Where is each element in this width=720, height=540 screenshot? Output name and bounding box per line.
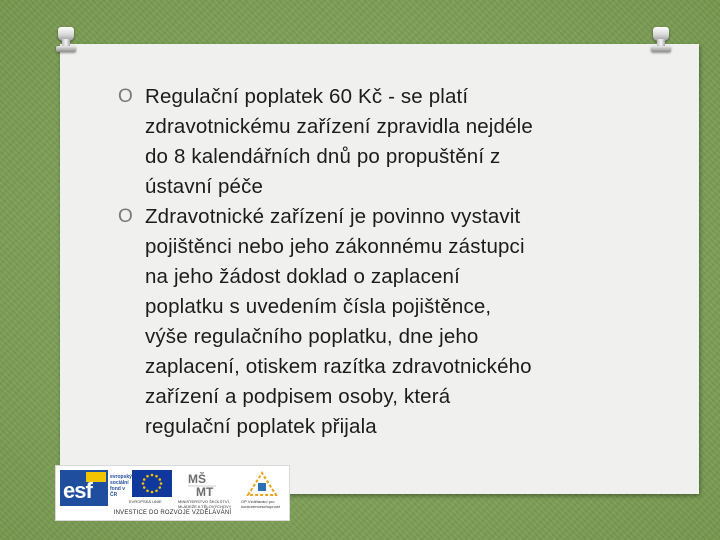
- bullet-marker: O: [118, 86, 133, 107]
- bullet-line: výše regulačního poplatku, dne jeho: [145, 325, 479, 348]
- pushpin-right-icon: [651, 27, 671, 53]
- bullet-line: poplatku s uvedením čísla pojištěnce,: [145, 295, 492, 318]
- svg-text:MT: MT: [196, 485, 214, 498]
- bullet-list: [118, 82, 658, 442]
- esf-caption: evropský sociální fond v ČR: [110, 474, 132, 498]
- op-caption: OP Vzdělávání pro konkurenceschopnost: [241, 499, 280, 509]
- bullet-line: zařízení a podpisem osoby, která: [145, 385, 451, 408]
- bullet-line: do 8 kalendářních dnů po propuštění z: [145, 145, 501, 168]
- funding-logo-bar: [55, 465, 290, 521]
- eu-caption: EVROPSKÁ UNIE: [129, 499, 162, 504]
- investment-tagline: INVESTICE DO ROZVOJE VZDĚLÁVÁNÍ: [113, 510, 232, 516]
- msmt-caption: MINISTERSTVO ŠKOLSTVÍ, MLÁDEŽE A TĚLOVÝCHOVY: [178, 499, 232, 509]
- bullet-line: zaplacení, otiskem razítka zdravotnického: [145, 355, 532, 378]
- svg-text:MŠ: MŠ: [188, 472, 206, 486]
- bullet-line: Regulační poplatek 60 Kč - se platí: [145, 85, 469, 108]
- bullet-line: ústavní péče: [145, 175, 264, 198]
- bullet-marker: O: [118, 206, 133, 227]
- bullet-line: na jeho žádost doklad o zaplacení: [145, 265, 460, 288]
- bullet-line: zdravotnickému zařízení zpravidla nejdéle: [145, 115, 533, 138]
- bullet-line: Zdravotnické zařízení je povinno vystavit: [145, 205, 521, 228]
- msmt-logo: [186, 470, 226, 498]
- esf-logo: esf: [60, 470, 108, 506]
- op-logo: [244, 469, 280, 499]
- bullet-line: pojištěnci nebo jeho zákonnému zástupci: [145, 235, 525, 258]
- eu-flag-icon: [132, 470, 172, 497]
- bullet-item: [118, 202, 658, 442]
- pushpin-left-icon: [56, 27, 76, 53]
- bullet-item: [118, 82, 658, 202]
- bullet-line: regulační poplatek přijala: [145, 415, 377, 438]
